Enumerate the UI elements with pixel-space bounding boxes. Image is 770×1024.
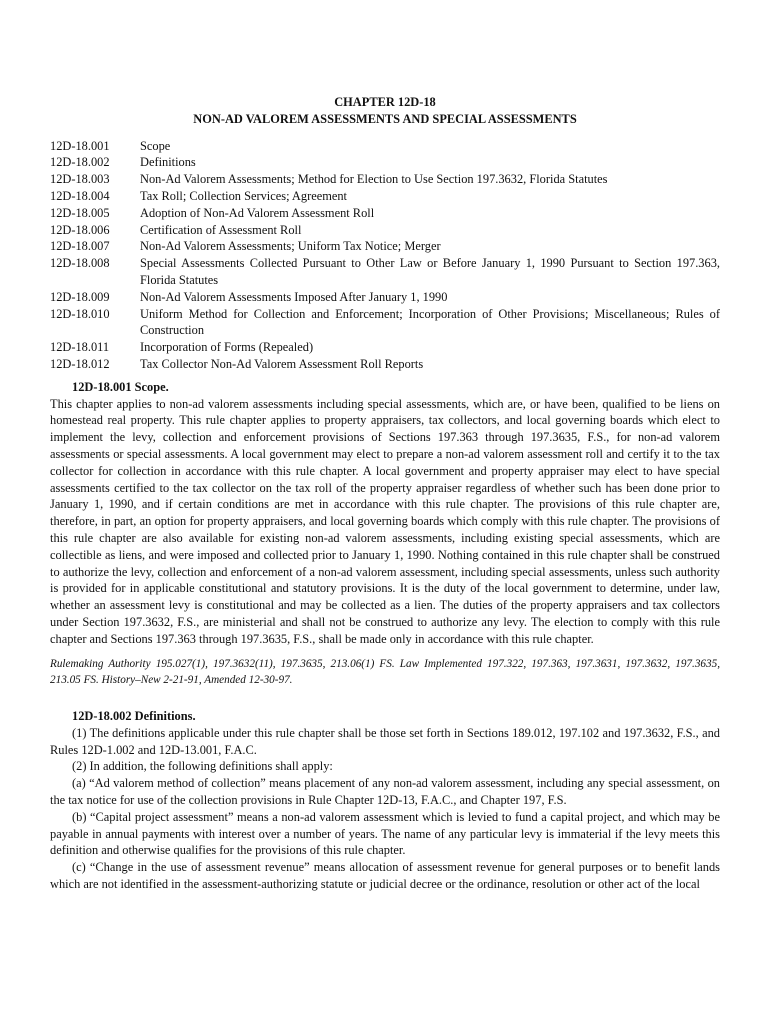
toc-row <box>50 255 720 289</box>
scope-body: This chapter applies to non-ad valorem assessments including special assessments, which are, or have been, qualified to be liens on homestead real property. This rule chapter applies to property appraisers, tax collectors, and local governing boards which elect to implement the levy, collection and enforcement provisions of Sections 197.363 through 197.3635, F.S., for non-ad valorem assessments or special assessments. A local government may elect to prepare a non-ad valorem assessment roll and certify it to the tax collector for collection in accordance with this rule chapter. A local government and property appraiser may elect to have special assessments certified to the tax collector on the tax roll of the property appraiser regardless of whether such has been done prior to January 1, 1990, and if certain conditions are met in accordance with this rule chapter. The provisions of this rule chapter are, therefore, in part, an option for property appraisers, and local governing boards which comply with this rule chapter. The provisions of this rule chapter are also available for existing non-ad valorem assessments, including existing special assessments, which are collectible as liens, and were imposed and collected prior to January 1, 1990. Nothing contained in this rule chapter shall be construed to authorize the levy, collection and enforcement of a non-ad valorem assessment, including special assessments, unless such authority is provided for in applicable constitutional and statutory provisions. It is the duty of the local government to determine, under law, whether an assessment levy is constitutional and may be collected as a lien. The duties of the property appraisers and tax collectors under Section 197.3632, F.S., are ministerial and shall not be construed to authorize any levy. The election to comply with this rule chapter and Sections 197.363 through 197.3635, F.S., shall be made only in accordance with this rule chapter. <box>50 396 720 646</box>
toc-number: 12D-18.005 <box>50 205 110 220</box>
toc-title: Definitions <box>140 155 196 170</box>
toc-row <box>50 222 720 239</box>
toc-title: Adoption of Non-Ad Valorem Assessment Roll <box>140 205 375 220</box>
toc-title: Non-Ad Valorem Assessments; Uniform Tax Notice; Merger <box>140 239 441 254</box>
toc-row <box>50 188 720 205</box>
toc-number: 12D-18.011 <box>50 340 110 355</box>
chapter-number: CHAPTER 12D-18 <box>334 95 436 109</box>
toc-title: Certification of Assessment Roll <box>140 222 302 237</box>
toc-title: Non-Ad Valorem Assessments; Method for Election to Use Section 197.3632, Florida Statutes <box>140 172 608 187</box>
toc-row <box>50 171 720 188</box>
toc-row <box>50 205 720 222</box>
toc-row <box>50 289 720 306</box>
definitions-item-b: (b) “Capital project assessment” means a non-ad valorem assessment which is levied to fund a capital project, and which may be payable in annual payments with interest over a number of years. The name of any particular levy is immaterial if the levy meets this definition and otherwise qualifies for the provisions of this rule chapter. <box>50 809 720 858</box>
toc-title: Tax Roll; Collection Services; Agreement <box>140 188 347 203</box>
scope-authority-note: Rulemaking Authority 195.027(1), 197.3632(11), 197.3635, 213.06(1) FS. Law Implemented 197.322, 197.363, 197.3631, 197.3632, 197.3635, 213.05 FS. History–New 2-21-91, Amended 12-30-97. <box>50 657 720 687</box>
toc-number: 12D-18.002 <box>50 155 110 170</box>
section-heading-definitions: 12D-18.002 Definitions. <box>72 709 196 724</box>
toc-number: 12D-18.004 <box>50 188 110 203</box>
toc-row <box>50 356 720 373</box>
toc-number: 12D-18.006 <box>50 222 110 237</box>
toc-number: 12D-18.010 <box>50 306 110 321</box>
toc-row <box>50 138 720 155</box>
toc-title: Uniform Method for Collection and Enforcement; Incorporation of Other Provisions; Miscellaneous; Rules of Construction <box>140 306 720 338</box>
toc-number: 12D-18.012 <box>50 356 110 371</box>
chapter-title: NON-AD VALOREM ASSESSMENTS AND SPECIAL ASSESSMENTS <box>193 111 577 126</box>
toc-row <box>50 306 720 340</box>
definitions-paragraph-1: (1) The definitions applicable under this rule chapter shall be those set forth in Sections 189.012, 197.102 and 197.3632, F.S., and Rules 12D-1.002 and 12D-13.001, F.A.C. <box>50 725 720 757</box>
section-heading-scope: 12D-18.001 Scope. <box>72 379 169 394</box>
table-of-contents <box>50 138 720 373</box>
toc-title: Scope <box>140 138 171 153</box>
toc-number: 12D-18.001 <box>50 138 110 153</box>
definitions-paragraph-2: (2) In addition, the following definitions shall apply: <box>72 759 333 774</box>
document-page <box>50 94 720 893</box>
toc-title: Non-Ad Valorem Assessments Imposed After January 1, 1990 <box>140 289 448 304</box>
definitions-item-c: (c) “Change in the use of assessment revenue” means allocation of assessment revenue for general purposes or to benefit lands which are not identified in the assessment-authorizing statute or judicial decree or the ordinance, resolution or other act of the local <box>50 860 720 892</box>
toc-number: 12D-18.009 <box>50 289 110 304</box>
toc-number: 12D-18.008 <box>50 256 110 271</box>
toc-row <box>50 238 720 255</box>
definitions-item-a: (a) “Ad valorem method of collection” means placement of any non-ad valorem assessment, including any special assessment, on the tax notice for use of the collection provisions in Rule Chapter 12D-13, F.A.C., and Chapter 197, F.S. <box>50 776 720 808</box>
toc-number: 12D-18.007 <box>50 239 110 254</box>
toc-row <box>50 154 720 171</box>
toc-number: 12D-18.003 <box>50 172 110 187</box>
toc-title: Incorporation of Forms (Repealed) <box>140 340 314 355</box>
toc-row <box>50 339 720 356</box>
toc-title: Special Assessments Collected Pursuant to Other Law or Before January 1, 1990 Pursuant to Section 197.363, Florida Statutes <box>140 256 720 287</box>
toc-title: Tax Collector Non-Ad Valorem Assessment Roll Reports <box>140 356 424 371</box>
